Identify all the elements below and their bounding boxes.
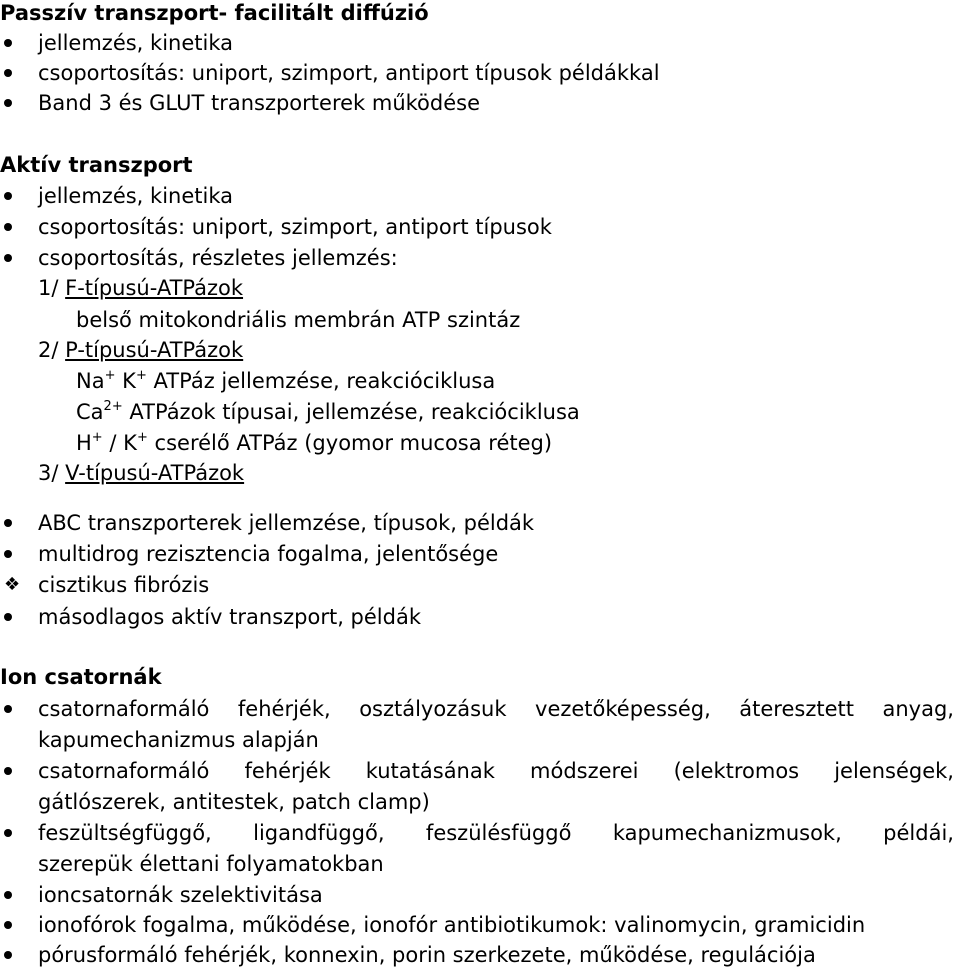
ca-atpase-line xyxy=(76,397,960,427)
word: osztályozásuk xyxy=(359,697,507,721)
ion-heading: Ion csatornák xyxy=(0,665,162,689)
hk-atpase-line xyxy=(76,428,960,458)
h-symbol: H xyxy=(76,431,92,455)
word: feszülésfüggő xyxy=(425,821,572,845)
diamond-bullet-icon: ❖ xyxy=(4,574,21,595)
nak-atpase-line xyxy=(76,366,960,396)
f-type-detail: belső mitokondriális membrán ATP szintáz xyxy=(76,308,521,332)
bullet-icon xyxy=(4,28,28,58)
na-symbol: Na xyxy=(76,369,105,393)
bullet-icon xyxy=(4,756,28,786)
bullet-icon xyxy=(4,940,28,970)
k-symbol: K xyxy=(123,431,137,455)
list-item-line2: gátlószerek, antitestek, patch clamp) xyxy=(38,790,430,814)
bullet-icon xyxy=(4,539,28,569)
list-item-line1 xyxy=(38,756,954,786)
word: áteresztett xyxy=(739,697,854,721)
list-item-line2: szerepük élettani folyamatokban xyxy=(38,852,384,876)
p-type-line xyxy=(38,335,954,365)
hk-text: cserélő ATPáz (gyomor mucosa réteg) xyxy=(154,431,553,455)
word: csatornaformáló xyxy=(38,697,210,721)
list-item: ionofórok fogalma, működése, ionofór antibiotikumok: valinomycin, gramicidin xyxy=(38,913,866,937)
bullet-icon xyxy=(4,212,28,242)
word: módszerei xyxy=(530,759,639,783)
word: jelenségek, xyxy=(834,759,954,783)
bullet-icon xyxy=(4,181,28,211)
list-item: másodlagos aktív transzport, példák xyxy=(38,605,421,629)
f-type-prefix: 1/ xyxy=(38,276,66,300)
list-item: multidrog rezisztencia fogalma, jelentősége xyxy=(38,542,499,566)
bullet-icon xyxy=(4,880,28,910)
word: fehérjék, xyxy=(237,697,331,721)
list-item-line1 xyxy=(38,694,954,724)
k-symbol: K xyxy=(122,369,136,393)
v-type-label: V-típusú-ATPázok xyxy=(65,461,245,485)
list-item: pórusformáló fehérjék, konnexin, porin szerkezete, működése, regulációja xyxy=(38,943,816,967)
h-charge: + xyxy=(91,430,103,445)
list-item: cisztikus fibrózis xyxy=(38,573,210,597)
bullet-icon xyxy=(4,602,28,632)
word: kutatásának xyxy=(365,759,495,783)
bullet-icon xyxy=(4,694,28,724)
separator: / xyxy=(109,431,117,455)
bullet-icon xyxy=(4,58,28,88)
word: fehérjék xyxy=(244,759,331,783)
k-charge: + xyxy=(135,368,147,383)
word: anyag, xyxy=(882,697,954,721)
ca-symbol: Ca xyxy=(76,400,104,424)
list-item: jellemzés, kinetika xyxy=(38,31,233,55)
k-charge: + xyxy=(136,430,148,445)
ca-charge: 2+ xyxy=(103,399,123,414)
bullet-icon xyxy=(4,243,28,273)
word: kapumechanizmusok, xyxy=(612,821,842,845)
word: (elektromos xyxy=(673,759,800,783)
nak-text: ATPáz jellemzése, reakcióciklusa xyxy=(153,369,496,393)
bullet-icon xyxy=(4,88,28,118)
na-charge: + xyxy=(104,368,116,383)
list-item: csoportosítás: uniport, szimport, antiport típusok példákkal xyxy=(38,61,660,85)
ca-text: ATPázok típusai, jellemzése, reakcióciklusa xyxy=(129,400,580,424)
list-item: csoportosítás, részletes jellemzés: xyxy=(38,246,398,270)
list-item: csoportosítás: uniport, szimport, antiport típusok xyxy=(38,215,552,239)
word: vezetőképesség, xyxy=(535,697,711,721)
word: példái, xyxy=(883,821,954,845)
list-item: Band 3 és GLUT transzporterek működése xyxy=(38,91,481,115)
v-type-prefix: 3/ xyxy=(38,461,66,485)
bullet-icon xyxy=(4,910,28,940)
f-type-line xyxy=(38,273,954,303)
v-type-line xyxy=(38,458,954,488)
list-item: jellemzés, kinetika xyxy=(38,184,233,208)
bullet-icon xyxy=(4,508,28,538)
word: feszültségfüggő, xyxy=(38,821,212,845)
word: ligandfüggő, xyxy=(253,821,385,845)
list-item: ioncsatornák szelektivitása xyxy=(38,883,323,907)
p-type-prefix: 2/ xyxy=(38,338,66,362)
list-item-line1 xyxy=(38,818,954,848)
list-item-line2: kapumechanizmus alapján xyxy=(38,728,319,752)
p-type-label: P-típusú-ATPázok xyxy=(65,338,244,362)
passive-heading: Passzív transzport- facilitált diffúzió xyxy=(0,1,429,25)
word: csatornaformáló xyxy=(38,759,210,783)
active-heading: Aktív transzport xyxy=(0,153,193,177)
list-item: ABC transzporterek jellemzése, típusok, példák xyxy=(38,511,535,535)
f-type-label: F-típusú-ATPázok xyxy=(65,276,244,300)
bullet-icon xyxy=(4,818,28,848)
